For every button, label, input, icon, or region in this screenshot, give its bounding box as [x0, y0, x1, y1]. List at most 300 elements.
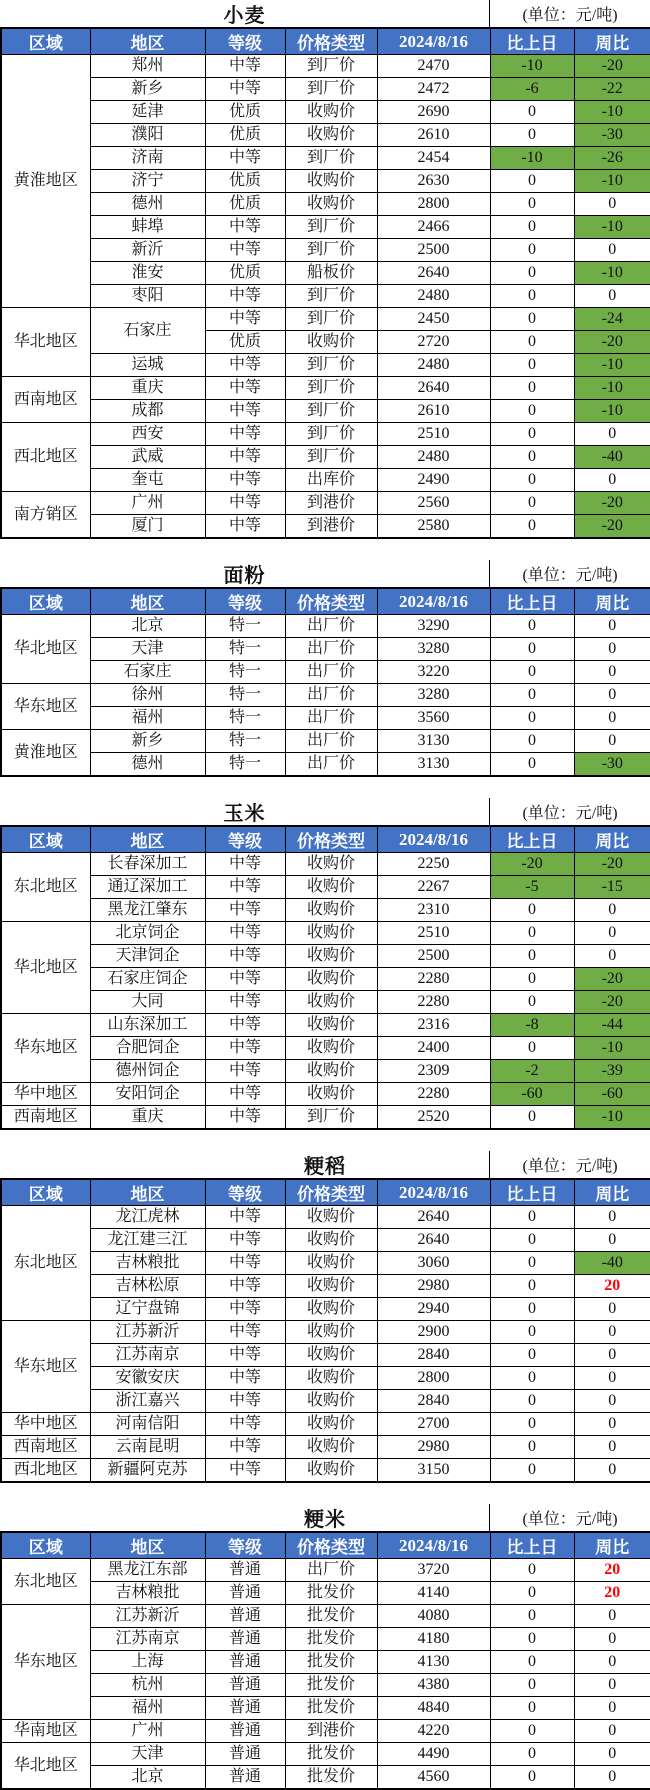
week-change-cell: -15 [574, 876, 650, 899]
vs-prev-day-cell: 0 [490, 1697, 574, 1720]
data-row [1, 1229, 650, 1252]
unit-label: (单位：元/吨) [489, 0, 650, 27]
vs-prev-day-cell: 0 [490, 354, 574, 377]
area-cell: 江苏南京 [90, 1344, 205, 1367]
grade-cell: 中等 [205, 147, 285, 170]
vs-prev-day-cell: 0 [490, 922, 574, 945]
grade-cell: 中等 [205, 1083, 285, 1106]
column-header-week-change: 周比 [574, 28, 650, 55]
data-row [1, 684, 650, 707]
price-cell: 2640 [377, 377, 490, 400]
area-cell: 江苏新沂 [90, 1321, 205, 1344]
region-cell: 西北地区 [1, 1459, 90, 1483]
vs-prev-day-cell: 0 [490, 968, 574, 991]
area-cell: 黑龙江肇东 [90, 899, 205, 922]
price-cell: 2309 [377, 1060, 490, 1083]
vs-prev-day-cell: 0 [490, 1206, 574, 1229]
grade-cell: 中等 [205, 469, 285, 492]
price-grid [0, 587, 650, 777]
price-type-cell: 收购价 [285, 922, 377, 945]
price-cell: 2316 [377, 1014, 490, 1037]
table-title-row [0, 560, 650, 587]
price-cell: 3560 [377, 707, 490, 730]
vs-prev-day-cell: -8 [490, 1014, 574, 1037]
week-change-cell: 0 [574, 1344, 650, 1367]
grade-cell: 优质 [205, 170, 285, 193]
price-cell: 2800 [377, 1367, 490, 1390]
price-type-cell: 收购价 [285, 1459, 377, 1483]
price-cell: 2800 [377, 193, 490, 216]
price-type-cell: 收购价 [285, 124, 377, 147]
unit-label: (单位：元/吨) [489, 798, 650, 825]
data-row [1, 1559, 650, 1582]
data-row [1, 753, 650, 777]
price-cell: 2640 [377, 1206, 490, 1229]
area-cell: 蚌埠 [90, 216, 205, 239]
vs-prev-day-cell: 0 [490, 1298, 574, 1321]
column-header-region: 区域 [1, 826, 90, 853]
price-cell: 3130 [377, 753, 490, 777]
week-change-cell: 0 [574, 1605, 650, 1628]
grade-cell: 优质 [205, 262, 285, 285]
week-change-cell: -20 [574, 515, 650, 539]
week-change-cell: 0 [574, 945, 650, 968]
vs-prev-day-cell: 0 [490, 331, 574, 354]
area-cell: 安徽安庆 [90, 1367, 205, 1390]
area-cell: 天津 [90, 638, 205, 661]
area-cell: 浙江嘉兴 [90, 1390, 205, 1413]
grade-cell: 中等 [205, 354, 285, 377]
area-cell: 新疆阿克苏 [90, 1459, 205, 1483]
grade-cell: 中等 [205, 216, 285, 239]
grade-cell: 特一 [205, 684, 285, 707]
vs-prev-day-cell: 0 [490, 638, 574, 661]
price-cell: 2310 [377, 899, 490, 922]
area-cell: 德州饲企 [90, 1060, 205, 1083]
region-cell: 华中地区 [1, 1413, 90, 1436]
data-row [1, 400, 650, 423]
grade-cell: 优质 [205, 101, 285, 124]
price-cell: 2400 [377, 1037, 490, 1060]
header-row [1, 826, 650, 853]
grade-cell: 中等 [205, 1413, 285, 1436]
week-change-cell: -10 [574, 262, 650, 285]
area-cell: 吉林粮批 [90, 1252, 205, 1275]
week-change-cell: 0 [574, 1720, 650, 1743]
region-cell: 华东地区 [1, 684, 90, 730]
column-header-price-type: 价格类型 [285, 28, 377, 55]
vs-prev-day-cell: 0 [490, 124, 574, 147]
vs-prev-day-cell: 0 [490, 991, 574, 1014]
week-change-cell: -10 [574, 216, 650, 239]
price-type-cell: 到厂价 [285, 1106, 377, 1130]
week-change-cell: -40 [574, 446, 650, 469]
vs-prev-day-cell: 0 [490, 400, 574, 423]
column-header-region: 区域 [1, 1179, 90, 1206]
table-title-row [0, 798, 650, 825]
week-change-cell: 0 [574, 615, 650, 638]
column-header-date: 2024/8/16 [377, 1179, 490, 1206]
area-cell: 龙江虎林 [90, 1206, 205, 1229]
data-row [1, 446, 650, 469]
table-title: 粳稻 [304, 1156, 346, 1178]
price-type-cell: 批发价 [285, 1651, 377, 1674]
data-row [1, 308, 650, 331]
data-row [1, 945, 650, 968]
price-cell: 4220 [377, 1720, 490, 1743]
grade-cell: 普通 [205, 1697, 285, 1720]
grade-cell: 中等 [205, 876, 285, 899]
data-row [1, 170, 650, 193]
region-cell: 西北地区 [1, 423, 90, 492]
data-row [1, 147, 650, 170]
week-change-cell: -30 [574, 124, 650, 147]
price-table-section-2 [0, 560, 650, 777]
grade-cell: 中等 [205, 285, 285, 308]
week-change-cell: 0 [574, 1298, 650, 1321]
area-cell: 天津 [90, 1743, 205, 1766]
column-header-week-change: 周比 [574, 1179, 650, 1206]
price-cell: 2450 [377, 308, 490, 331]
region-cell: 华东地区 [1, 1605, 90, 1720]
week-change-cell: 0 [574, 1413, 650, 1436]
vs-prev-day-cell: -20 [490, 853, 574, 876]
area-cell: 厦门 [90, 515, 205, 539]
price-type-cell: 收购价 [285, 193, 377, 216]
week-change-cell: -60 [574, 1083, 650, 1106]
price-cell: 4490 [377, 1743, 490, 1766]
price-type-cell: 收购价 [285, 1060, 377, 1083]
data-row [1, 1298, 650, 1321]
grade-cell: 中等 [205, 423, 285, 446]
week-change-cell: -20 [574, 55, 650, 78]
price-type-cell: 到港价 [285, 492, 377, 515]
region-cell: 东北地区 [1, 1206, 90, 1321]
price-type-cell: 批发价 [285, 1582, 377, 1605]
price-cell: 4560 [377, 1766, 490, 1790]
price-cell: 3130 [377, 730, 490, 753]
data-row [1, 1697, 650, 1720]
price-cell: 2510 [377, 922, 490, 945]
price-cell: 2690 [377, 101, 490, 124]
area-cell: 武威 [90, 446, 205, 469]
price-cell: 2840 [377, 1344, 490, 1367]
price-cell: 3280 [377, 638, 490, 661]
data-row [1, 124, 650, 147]
column-header-area: 地区 [90, 1179, 205, 1206]
vs-prev-day-cell: 0 [490, 1390, 574, 1413]
vs-prev-day-cell: 0 [490, 1106, 574, 1130]
data-row [1, 262, 650, 285]
region-cell: 黄淮地区 [1, 55, 90, 308]
week-change-cell: 0 [574, 423, 650, 446]
area-cell: 江苏新沂 [90, 1605, 205, 1628]
region-cell: 华东地区 [1, 1014, 90, 1083]
data-row [1, 1252, 650, 1275]
price-grid [0, 1178, 650, 1483]
week-change-cell: -24 [574, 308, 650, 331]
grade-cell: 中等 [205, 55, 285, 78]
grade-cell: 中等 [205, 853, 285, 876]
grade-cell: 中等 [205, 1459, 285, 1483]
column-header-grade: 等级 [205, 28, 285, 55]
area-cell: 天津饲企 [90, 945, 205, 968]
week-change-cell: 0 [574, 1390, 650, 1413]
price-grid [0, 825, 650, 1130]
area-cell: 江苏南京 [90, 1628, 205, 1651]
data-row [1, 991, 650, 1014]
price-type-cell: 出厂价 [285, 730, 377, 753]
price-type-cell: 收购价 [285, 1037, 377, 1060]
grade-cell: 优质 [205, 193, 285, 216]
week-change-cell: 0 [574, 707, 650, 730]
area-cell: 西安 [90, 423, 205, 446]
area-cell: 云南昆明 [90, 1436, 205, 1459]
data-row [1, 1674, 650, 1697]
price-type-cell: 到港价 [285, 1720, 377, 1743]
column-header-date: 2024/8/16 [377, 28, 490, 55]
data-row [1, 1390, 650, 1413]
grade-cell: 特一 [205, 730, 285, 753]
vs-prev-day-cell: 0 [490, 1582, 574, 1605]
price-type-cell: 到厂价 [285, 423, 377, 446]
vs-prev-day-cell: 0 [490, 1037, 574, 1060]
price-cell: 4180 [377, 1628, 490, 1651]
price-cell: 2900 [377, 1321, 490, 1344]
price-cell: 2610 [377, 400, 490, 423]
area-cell: 枣阳 [90, 285, 205, 308]
week-change-cell: 20 [574, 1275, 650, 1298]
price-cell: 2280 [377, 991, 490, 1014]
region-cell: 华北地区 [1, 308, 90, 377]
price-cell: 3720 [377, 1559, 490, 1582]
week-change-cell: -10 [574, 1037, 650, 1060]
column-header-week-change: 周比 [574, 1532, 650, 1559]
grade-cell: 特一 [205, 753, 285, 777]
vs-prev-day-cell: 0 [490, 1252, 574, 1275]
area-cell: 长春深加工 [90, 853, 205, 876]
column-header-price-type: 价格类型 [285, 1532, 377, 1559]
price-cell: 2980 [377, 1275, 490, 1298]
grade-cell: 中等 [205, 515, 285, 539]
price-type-cell: 到厂价 [285, 147, 377, 170]
table-title: 小麦 [223, 5, 266, 27]
price-type-cell: 到厂价 [285, 78, 377, 101]
data-row [1, 492, 650, 515]
week-change-cell: 0 [574, 1459, 650, 1483]
week-change-cell: 20 [574, 1559, 650, 1582]
area-cell: 濮阳 [90, 124, 205, 147]
price-type-cell: 收购价 [285, 853, 377, 876]
vs-prev-day-cell: 0 [490, 1229, 574, 1252]
area-cell: 奎屯 [90, 469, 205, 492]
table-title-row [0, 1151, 650, 1178]
week-change-cell: -10 [574, 354, 650, 377]
table-title: 面粉 [223, 565, 266, 587]
vs-prev-day-cell: 0 [490, 707, 574, 730]
price-type-cell: 收购价 [285, 1390, 377, 1413]
grade-cell: 优质 [205, 124, 285, 147]
data-row [1, 1605, 650, 1628]
price-type-cell: 到厂价 [285, 308, 377, 331]
area-cell: 吉林松原 [90, 1275, 205, 1298]
data-row [1, 1459, 650, 1483]
region-cell: 华北地区 [1, 615, 90, 684]
vs-prev-day-cell: -10 [490, 147, 574, 170]
price-type-cell: 到港价 [285, 515, 377, 539]
region-cell: 东北地区 [1, 1559, 90, 1605]
area-cell: 新乡 [90, 78, 205, 101]
area-cell: 龙江建三江 [90, 1229, 205, 1252]
week-change-cell: -10 [574, 1106, 650, 1130]
price-type-cell: 出厂价 [285, 684, 377, 707]
grade-cell: 中等 [205, 945, 285, 968]
area-cell: 合肥饲企 [90, 1037, 205, 1060]
area-cell: 德州 [90, 193, 205, 216]
area-cell: 石家庄饲企 [90, 968, 205, 991]
price-type-cell: 到厂价 [285, 400, 377, 423]
vs-prev-day-cell: 0 [490, 469, 574, 492]
area-cell: 山东深加工 [90, 1014, 205, 1037]
grade-cell: 优质 [205, 331, 285, 354]
grade-cell: 中等 [205, 922, 285, 945]
column-header-region: 区域 [1, 1532, 90, 1559]
price-cell: 2267 [377, 876, 490, 899]
price-cell: 2640 [377, 1229, 490, 1252]
price-type-cell: 收购价 [285, 1321, 377, 1344]
area-cell: 徐州 [90, 684, 205, 707]
column-header-area: 地区 [90, 28, 205, 55]
data-row [1, 853, 650, 876]
data-row [1, 638, 650, 661]
data-row [1, 1037, 650, 1060]
data-row [1, 1344, 650, 1367]
column-header-price-type: 价格类型 [285, 826, 377, 853]
price-cell: 2472 [377, 78, 490, 101]
price-cell: 2470 [377, 55, 490, 78]
vs-prev-day-cell: 0 [490, 170, 574, 193]
header-row [1, 28, 650, 55]
vs-prev-day-cell: 0 [490, 1459, 574, 1483]
column-header-grade: 等级 [205, 1179, 285, 1206]
vs-prev-day-cell: -60 [490, 1083, 574, 1106]
price-cell: 2610 [377, 124, 490, 147]
area-cell: 福州 [90, 1697, 205, 1720]
data-row [1, 1106, 650, 1130]
price-type-cell: 收购价 [285, 899, 377, 922]
vs-prev-day-cell: 0 [490, 1651, 574, 1674]
vs-prev-day-cell: 0 [490, 101, 574, 124]
column-header-region: 区域 [1, 588, 90, 615]
price-type-cell: 收购价 [285, 1298, 377, 1321]
week-change-cell: -44 [574, 1014, 650, 1037]
price-type-cell: 批发价 [285, 1628, 377, 1651]
price-type-cell: 收购价 [285, 1344, 377, 1367]
vs-prev-day-cell: 0 [490, 730, 574, 753]
vs-prev-day-cell: 0 [490, 492, 574, 515]
price-cell: 4140 [377, 1582, 490, 1605]
price-cell: 2630 [377, 170, 490, 193]
data-row [1, 968, 650, 991]
week-change-cell: 0 [574, 1321, 650, 1344]
price-grid [0, 27, 650, 539]
price-type-cell: 出厂价 [285, 661, 377, 684]
vs-prev-day-cell: 0 [490, 661, 574, 684]
price-type-cell: 收购价 [285, 968, 377, 991]
week-change-cell: 0 [574, 730, 650, 753]
data-row [1, 55, 650, 78]
week-change-cell: 0 [574, 193, 650, 216]
week-change-cell: 0 [574, 661, 650, 684]
price-type-cell: 到厂价 [285, 239, 377, 262]
price-type-cell: 收购价 [285, 331, 377, 354]
vs-prev-day-cell: 0 [490, 1436, 574, 1459]
vs-prev-day-cell: 0 [490, 1674, 574, 1697]
area-cell: 运城 [90, 354, 205, 377]
area-cell: 安阳饲企 [90, 1083, 205, 1106]
price-type-cell: 出厂价 [285, 753, 377, 777]
price-type-cell: 收购价 [285, 1229, 377, 1252]
price-type-cell: 收购价 [285, 876, 377, 899]
vs-prev-day-cell: -10 [490, 55, 574, 78]
price-type-cell: 收购价 [285, 1275, 377, 1298]
region-cell: 黄淮地区 [1, 730, 90, 777]
data-row [1, 377, 650, 400]
column-header-price-type: 价格类型 [285, 1179, 377, 1206]
grade-cell: 中等 [205, 1229, 285, 1252]
table-title: 粳米 [304, 1509, 346, 1531]
grade-cell: 中等 [205, 239, 285, 262]
data-row [1, 1367, 650, 1390]
week-change-cell: 0 [574, 1436, 650, 1459]
region-cell: 南方销区 [1, 492, 90, 539]
vs-prev-day-cell: 0 [490, 446, 574, 469]
data-row [1, 285, 650, 308]
price-cell: 2466 [377, 216, 490, 239]
grade-cell: 中等 [205, 899, 285, 922]
data-row [1, 239, 650, 262]
price-type-cell: 出厂价 [285, 707, 377, 730]
week-change-cell: 0 [574, 1697, 650, 1720]
vs-prev-day-cell: 0 [490, 1344, 574, 1367]
grade-cell: 中等 [205, 991, 285, 1014]
data-row [1, 515, 650, 539]
data-row [1, 730, 650, 753]
price-cell: 2940 [377, 1298, 490, 1321]
price-type-cell: 批发价 [285, 1674, 377, 1697]
area-cell: 淮安 [90, 262, 205, 285]
grade-cell: 中等 [205, 1106, 285, 1130]
price-type-cell: 收购价 [285, 1367, 377, 1390]
price-type-cell: 到厂价 [285, 377, 377, 400]
region-cell: 华东地区 [1, 1321, 90, 1413]
vs-prev-day-cell: 0 [490, 899, 574, 922]
week-change-cell: 0 [574, 922, 650, 945]
header-row [1, 1532, 650, 1559]
grade-cell: 中等 [205, 1298, 285, 1321]
price-type-cell: 收购价 [285, 945, 377, 968]
grade-cell: 中等 [205, 1014, 285, 1037]
grade-cell: 普通 [205, 1720, 285, 1743]
price-cell: 2510 [377, 423, 490, 446]
vs-prev-day-cell: 0 [490, 1743, 574, 1766]
data-row [1, 1720, 650, 1743]
area-cell: 通辽深加工 [90, 876, 205, 899]
grade-cell: 中等 [205, 1206, 285, 1229]
column-header-price-type: 价格类型 [285, 588, 377, 615]
price-type-cell: 出厂价 [285, 638, 377, 661]
grade-cell: 中等 [205, 1367, 285, 1390]
